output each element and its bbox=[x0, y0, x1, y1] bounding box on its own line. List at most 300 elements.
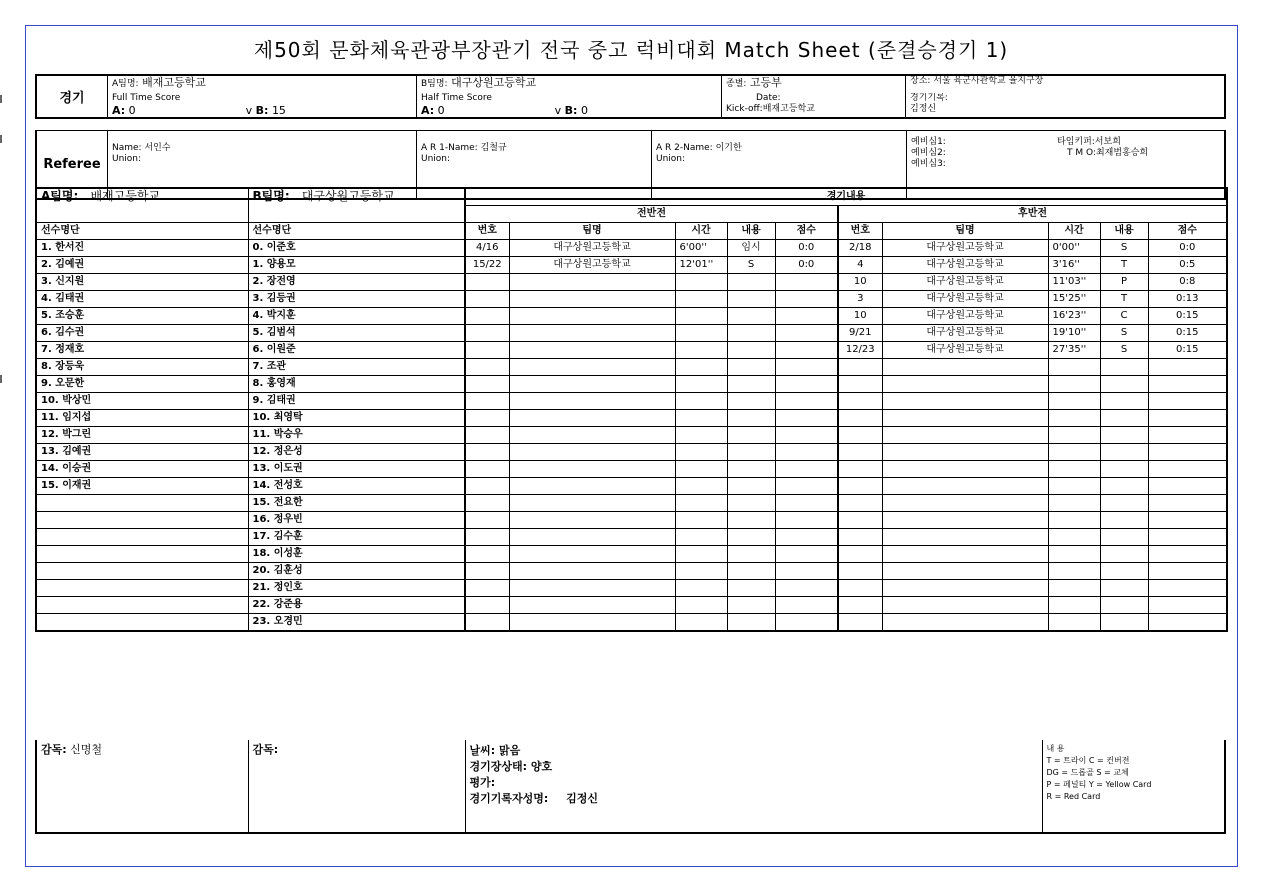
player-a: 6. 김수권 bbox=[36, 325, 248, 342]
event-no bbox=[838, 393, 882, 410]
match-info-table bbox=[35, 74, 1226, 119]
event-no: 9/21 bbox=[838, 325, 882, 342]
event-type bbox=[727, 427, 775, 444]
player-a bbox=[36, 580, 248, 597]
player-b: 6. 이원준 bbox=[248, 342, 465, 359]
event-team bbox=[882, 495, 1048, 512]
recorder-cell: 경기기록: 김정신 bbox=[910, 93, 948, 114]
event-no bbox=[465, 461, 509, 478]
event-no bbox=[465, 410, 509, 427]
event-no bbox=[465, 427, 509, 444]
table-row bbox=[36, 444, 1227, 461]
event-no bbox=[465, 325, 509, 342]
player-b: 17. 김수훈 bbox=[248, 529, 465, 546]
event-time bbox=[1048, 461, 1100, 478]
event-team bbox=[882, 461, 1048, 478]
full-time-score: Full Time Score A: 0 v B: 15 bbox=[108, 93, 417, 118]
event-time: 11'03'' bbox=[1048, 274, 1100, 291]
legend-cell: 내 용 T = 트라이 C = 컨버젼 DG = 드롭골 S = 교체 P = 페널티 Y = Yellow Card R = Red Card bbox=[1046, 744, 1152, 801]
event-no bbox=[838, 478, 882, 495]
event-team bbox=[882, 563, 1048, 580]
event-no bbox=[465, 342, 509, 359]
event-type bbox=[1100, 580, 1148, 597]
player-a bbox=[36, 614, 248, 632]
player-b: 2. 장전영 bbox=[248, 274, 465, 291]
event-type bbox=[727, 274, 775, 291]
date-kickoff: Date: Kick-off:배재고등학교 bbox=[722, 93, 906, 118]
event-no bbox=[465, 274, 509, 291]
event-score bbox=[775, 580, 838, 597]
player-a: 1. 한서진 bbox=[36, 240, 248, 257]
event-no bbox=[838, 529, 882, 546]
event-time bbox=[675, 274, 727, 291]
event-type bbox=[1100, 563, 1148, 580]
event-time bbox=[1048, 478, 1100, 495]
player-a: 9. 오문한 bbox=[36, 376, 248, 393]
event-type bbox=[1100, 512, 1148, 529]
player-b: 22. 강준용 bbox=[248, 597, 465, 614]
ar1-cell: A R 1-Name: 김철규 Union: bbox=[417, 131, 652, 200]
player-a bbox=[36, 495, 248, 512]
referee-name-cell: Name: 서인수 Union: bbox=[108, 131, 417, 200]
event-no bbox=[838, 410, 882, 427]
event-no bbox=[838, 359, 882, 376]
event-time bbox=[675, 461, 727, 478]
player-b: 21. 정인호 bbox=[248, 580, 465, 597]
event-score: 0:5 bbox=[1148, 257, 1227, 274]
event-team: 대구상원고등학교 bbox=[882, 257, 1048, 274]
event-no bbox=[838, 512, 882, 529]
event-score bbox=[1148, 563, 1227, 580]
event-time: 12'01'' bbox=[675, 257, 727, 274]
grid-header-row bbox=[36, 188, 1227, 206]
event-score bbox=[775, 376, 838, 393]
event-type bbox=[727, 478, 775, 495]
event-time bbox=[1048, 444, 1100, 461]
player-b: 8. 홍영재 bbox=[248, 376, 465, 393]
event-no bbox=[838, 597, 882, 614]
event-no bbox=[465, 614, 509, 632]
event-score bbox=[1148, 410, 1227, 427]
player-b: 4. 박지훈 bbox=[248, 308, 465, 325]
table-row bbox=[36, 461, 1227, 478]
team-b-cell: B팀명: 대구상원고등학교 bbox=[417, 75, 722, 93]
table-row bbox=[36, 359, 1227, 376]
event-score: 0:0 bbox=[775, 257, 838, 274]
event-time: 27'35'' bbox=[1048, 342, 1100, 359]
event-type: S bbox=[1100, 240, 1148, 257]
event-type bbox=[727, 529, 775, 546]
event-type: S bbox=[1100, 325, 1148, 342]
event-type bbox=[727, 597, 775, 614]
event-score bbox=[775, 342, 838, 359]
table-row bbox=[36, 308, 1227, 325]
event-no: 12/23 bbox=[838, 342, 882, 359]
event-type bbox=[727, 512, 775, 529]
player-a: 7. 정재호 bbox=[36, 342, 248, 359]
event-time bbox=[1048, 563, 1100, 580]
player-b: 23. 오경민 bbox=[248, 614, 465, 632]
event-no bbox=[838, 495, 882, 512]
event-team: 대구상원고등학교 bbox=[882, 274, 1048, 291]
event-time: 16'23'' bbox=[1048, 308, 1100, 325]
player-b: 13. 이도권 bbox=[248, 461, 465, 478]
player-a: 8. 장등욱 bbox=[36, 359, 248, 376]
event-team bbox=[509, 529, 675, 546]
event-team: 대구상원고등학교 bbox=[882, 308, 1048, 325]
event-type bbox=[1100, 376, 1148, 393]
table-row bbox=[36, 546, 1227, 563]
event-score bbox=[775, 495, 838, 512]
event-type bbox=[727, 614, 775, 632]
event-type bbox=[727, 308, 775, 325]
event-time: 19'10'' bbox=[1048, 325, 1100, 342]
event-no bbox=[465, 580, 509, 597]
ar2-cell: A R 2-Name: 이기한 Union: bbox=[652, 131, 907, 200]
margin-mark bbox=[0, 135, 2, 143]
event-score bbox=[1148, 393, 1227, 410]
team-b-name: 대구상원고등학교 bbox=[451, 76, 537, 89]
col-header-type: 내용 bbox=[1100, 223, 1148, 240]
event-team bbox=[509, 342, 675, 359]
player-a: 14. 이승권 bbox=[36, 461, 248, 478]
event-team bbox=[882, 580, 1048, 597]
table-row bbox=[36, 563, 1227, 580]
event-score: 0:0 bbox=[1148, 240, 1227, 257]
event-team: 대구상원고등학교 bbox=[882, 291, 1048, 308]
event-type bbox=[727, 461, 775, 478]
event-team bbox=[882, 478, 1048, 495]
event-time bbox=[675, 376, 727, 393]
roster-team-b: B팀명: 대구상원고등학교 bbox=[248, 188, 465, 223]
event-no bbox=[465, 376, 509, 393]
player-b: 9. 김태권 bbox=[248, 393, 465, 410]
event-team bbox=[882, 512, 1048, 529]
player-a: 11. 임지섭 bbox=[36, 410, 248, 427]
event-time bbox=[1048, 410, 1100, 427]
table-row bbox=[36, 291, 1227, 308]
event-score bbox=[775, 563, 838, 580]
event-type bbox=[1100, 614, 1148, 632]
event-no bbox=[838, 614, 882, 632]
event-team bbox=[509, 614, 675, 632]
team-a-name: 배재고등학교 bbox=[142, 76, 206, 89]
event-time: 15'25'' bbox=[1048, 291, 1100, 308]
coach-a-cell: 감독: 신명철 bbox=[36, 740, 248, 833]
event-score bbox=[775, 325, 838, 342]
event-no bbox=[838, 546, 882, 563]
col-header-score: 점수 bbox=[1148, 223, 1227, 240]
event-type bbox=[727, 444, 775, 461]
player-b: 18. 이성훈 bbox=[248, 546, 465, 563]
event-type bbox=[727, 563, 775, 580]
venue-cell: 장소: 서울 육군사관학교 율지구장 bbox=[910, 76, 1044, 86]
event-score bbox=[1148, 478, 1227, 495]
event-team bbox=[882, 410, 1048, 427]
event-team bbox=[509, 461, 675, 478]
event-time bbox=[675, 597, 727, 614]
event-time: 6'00'' bbox=[675, 240, 727, 257]
event-team bbox=[882, 427, 1048, 444]
event-no bbox=[838, 444, 882, 461]
table-row bbox=[36, 240, 1227, 257]
player-b: 15. 전요한 bbox=[248, 495, 465, 512]
event-team bbox=[509, 393, 675, 410]
event-score bbox=[1148, 529, 1227, 546]
player-a: 2. 김예권 bbox=[36, 257, 248, 274]
event-time bbox=[1048, 359, 1100, 376]
venue: 서울 육군사관학교 율지구장 bbox=[933, 76, 1044, 86]
event-time bbox=[675, 427, 727, 444]
table-row bbox=[36, 614, 1227, 632]
event-time bbox=[675, 342, 727, 359]
event-no: 2/18 bbox=[838, 240, 882, 257]
conditions-cell: 날씨: 맑음 경기장상태: 양호 평가: 경기기록자성명: 김정신 bbox=[465, 740, 1042, 833]
player-a bbox=[36, 529, 248, 546]
event-no bbox=[838, 580, 882, 597]
roster-list-label-b: 선수명단 bbox=[248, 223, 465, 240]
event-time bbox=[1048, 495, 1100, 512]
event-team bbox=[882, 614, 1048, 632]
event-time bbox=[1048, 614, 1100, 632]
division-cell: 종별: 고등부 bbox=[722, 75, 906, 93]
tmo: T M O:최재범홍승희 bbox=[1067, 148, 1149, 158]
event-time bbox=[675, 291, 727, 308]
event-score: 0:0 bbox=[775, 240, 838, 257]
event-time bbox=[675, 359, 727, 376]
event-score bbox=[775, 529, 838, 546]
player-b: 10. 최영탁 bbox=[248, 410, 465, 427]
table-row bbox=[36, 410, 1227, 427]
timekeeper: 타임키퍼:서보희 bbox=[1057, 137, 1121, 147]
event-time bbox=[1048, 393, 1100, 410]
event-time bbox=[675, 495, 727, 512]
event-time: 0'00'' bbox=[1048, 240, 1100, 257]
col-header-no: 번호 bbox=[838, 223, 882, 240]
event-type bbox=[727, 410, 775, 427]
event-score bbox=[1148, 376, 1227, 393]
sheet-title: 제50회 문화체육관광부장관기 전국 중고 럭비대회 Match Sheet (준결승경기 1) bbox=[253, 38, 1009, 62]
event-no bbox=[465, 546, 509, 563]
event-no bbox=[838, 461, 882, 478]
col-header-time: 시간 bbox=[1048, 223, 1100, 240]
weather: 맑음 bbox=[499, 744, 521, 757]
event-score bbox=[775, 359, 838, 376]
coach-b-cell: 감독: bbox=[248, 740, 465, 833]
col-header-team: 팀명 bbox=[509, 223, 675, 240]
player-b: 11. 박승우 bbox=[248, 427, 465, 444]
player-a: 10. 박상민 bbox=[36, 393, 248, 410]
event-no: 10 bbox=[838, 308, 882, 325]
footer-table bbox=[35, 740, 1226, 834]
table-row bbox=[36, 274, 1227, 291]
second-half-label: 후반전 bbox=[838, 206, 1227, 223]
event-type: C bbox=[1100, 308, 1148, 325]
match-label: 경기 bbox=[36, 75, 108, 118]
table-row bbox=[36, 580, 1227, 597]
event-team bbox=[882, 529, 1048, 546]
event-time bbox=[675, 546, 727, 563]
event-time bbox=[675, 614, 727, 632]
event-time bbox=[675, 444, 727, 461]
event-score bbox=[1148, 580, 1227, 597]
event-team: 대구상원고등학교 bbox=[882, 325, 1048, 342]
event-no bbox=[465, 597, 509, 614]
player-a: 13. 김예권 bbox=[36, 444, 248, 461]
event-no bbox=[838, 376, 882, 393]
event-score bbox=[775, 478, 838, 495]
event-time bbox=[675, 393, 727, 410]
event-type bbox=[1100, 461, 1148, 478]
table-row bbox=[36, 512, 1227, 529]
event-time bbox=[1048, 529, 1100, 546]
event-score bbox=[1148, 546, 1227, 563]
event-no: 15/22 bbox=[465, 257, 509, 274]
event-team bbox=[509, 274, 675, 291]
event-score bbox=[775, 427, 838, 444]
roster-list-label-a: 선수명단 bbox=[36, 223, 248, 240]
table-row bbox=[36, 597, 1227, 614]
event-score: 0:15 bbox=[1148, 342, 1227, 359]
event-score bbox=[775, 393, 838, 410]
player-b: 5. 김범석 bbox=[248, 325, 465, 342]
event-type bbox=[1100, 444, 1148, 461]
reserve-cell: 예비심1: 예비심2: 예비심3: 타임키퍼:서보희 T M O:최재범홍승희 bbox=[907, 131, 1226, 200]
table-row bbox=[36, 376, 1227, 393]
event-score: 0:8 bbox=[1148, 274, 1227, 291]
event-no bbox=[465, 495, 509, 512]
division: 고등부 bbox=[749, 76, 782, 89]
event-team bbox=[509, 291, 675, 308]
player-a: 4. 김태권 bbox=[36, 291, 248, 308]
event-score: 0:13 bbox=[1148, 291, 1227, 308]
event-time bbox=[1048, 546, 1100, 563]
event-time bbox=[1048, 376, 1100, 393]
event-team bbox=[509, 325, 675, 342]
event-team bbox=[882, 359, 1048, 376]
event-type bbox=[1100, 546, 1148, 563]
event-team bbox=[509, 597, 675, 614]
event-team bbox=[509, 512, 675, 529]
event-time bbox=[675, 325, 727, 342]
event-no bbox=[465, 308, 509, 325]
event-time: 3'16'' bbox=[1048, 257, 1100, 274]
event-time bbox=[1048, 597, 1100, 614]
event-team bbox=[882, 546, 1048, 563]
event-score bbox=[775, 274, 838, 291]
event-type bbox=[727, 291, 775, 308]
event-score: 0:15 bbox=[1148, 308, 1227, 325]
event-team bbox=[509, 546, 675, 563]
col-header-time: 시간 bbox=[675, 223, 727, 240]
event-type: S bbox=[727, 257, 775, 274]
col-header-type: 내용 bbox=[727, 223, 775, 240]
margin-mark bbox=[0, 95, 2, 103]
event-no bbox=[465, 359, 509, 376]
event-type bbox=[727, 325, 775, 342]
event-team bbox=[509, 444, 675, 461]
event-score bbox=[1148, 614, 1227, 632]
col-header-score: 점수 bbox=[775, 223, 838, 240]
event-type bbox=[727, 580, 775, 597]
table-row bbox=[36, 342, 1227, 359]
event-type bbox=[727, 342, 775, 359]
event-type bbox=[1100, 495, 1148, 512]
event-type bbox=[1100, 597, 1148, 614]
referee-label: Referee bbox=[36, 131, 108, 200]
event-type bbox=[1100, 529, 1148, 546]
table-row bbox=[36, 257, 1227, 274]
referee-name: 서인수 bbox=[144, 143, 171, 153]
coach-a: 신명철 bbox=[70, 743, 103, 756]
event-team bbox=[882, 597, 1048, 614]
event-no bbox=[465, 393, 509, 410]
player-a: 15. 이재권 bbox=[36, 478, 248, 495]
table-row bbox=[36, 529, 1227, 546]
event-no bbox=[838, 563, 882, 580]
event-team bbox=[509, 563, 675, 580]
player-b: 16. 정우빈 bbox=[248, 512, 465, 529]
col-header-team: 팀명 bbox=[882, 223, 1048, 240]
event-score bbox=[1148, 427, 1227, 444]
event-no: 10 bbox=[838, 274, 882, 291]
player-a bbox=[36, 546, 248, 563]
event-type bbox=[1100, 393, 1148, 410]
event-team bbox=[509, 410, 675, 427]
player-a: 5. 조승훈 bbox=[36, 308, 248, 325]
event-time bbox=[675, 512, 727, 529]
match-grid bbox=[35, 187, 1228, 632]
event-team bbox=[509, 427, 675, 444]
half-time-score: Half Time Score A: 0 v B: 0 bbox=[417, 93, 722, 118]
event-time bbox=[675, 580, 727, 597]
table-row bbox=[36, 427, 1227, 444]
event-type bbox=[1100, 478, 1148, 495]
event-type: T bbox=[1100, 257, 1148, 274]
table-row bbox=[36, 495, 1227, 512]
event-score bbox=[775, 444, 838, 461]
player-b: 7. 조관 bbox=[248, 359, 465, 376]
event-no bbox=[465, 512, 509, 529]
ground-state: 양호 bbox=[530, 760, 553, 773]
event-team: 대구상원고등학교 bbox=[509, 257, 675, 274]
event-time bbox=[675, 410, 727, 427]
event-score bbox=[1148, 359, 1227, 376]
team-a-cell: A팀명: 배재고등학교 bbox=[108, 75, 417, 93]
event-no bbox=[465, 444, 509, 461]
event-score: 0:15 bbox=[1148, 325, 1227, 342]
event-no: 4 bbox=[838, 257, 882, 274]
event-no bbox=[465, 529, 509, 546]
grid-columns-row bbox=[36, 223, 1227, 240]
event-type: T bbox=[1100, 291, 1148, 308]
event-score bbox=[775, 512, 838, 529]
first-half-label: 전반전 bbox=[465, 206, 838, 223]
event-team bbox=[509, 376, 675, 393]
event-time bbox=[1048, 427, 1100, 444]
event-team bbox=[509, 308, 675, 325]
event-score bbox=[1148, 597, 1227, 614]
event-type bbox=[727, 359, 775, 376]
player-b: 0. 이준호 bbox=[248, 240, 465, 257]
event-team: 대구상원고등학교 bbox=[882, 342, 1048, 359]
event-type: P bbox=[1100, 274, 1148, 291]
event-score bbox=[1148, 461, 1227, 478]
roster-team-a: A팀명: 배재고등학교 bbox=[36, 188, 248, 223]
event-no bbox=[465, 478, 509, 495]
player-b: 1. 양용모 bbox=[248, 257, 465, 274]
recorder-signature: 김정신 bbox=[566, 792, 599, 805]
